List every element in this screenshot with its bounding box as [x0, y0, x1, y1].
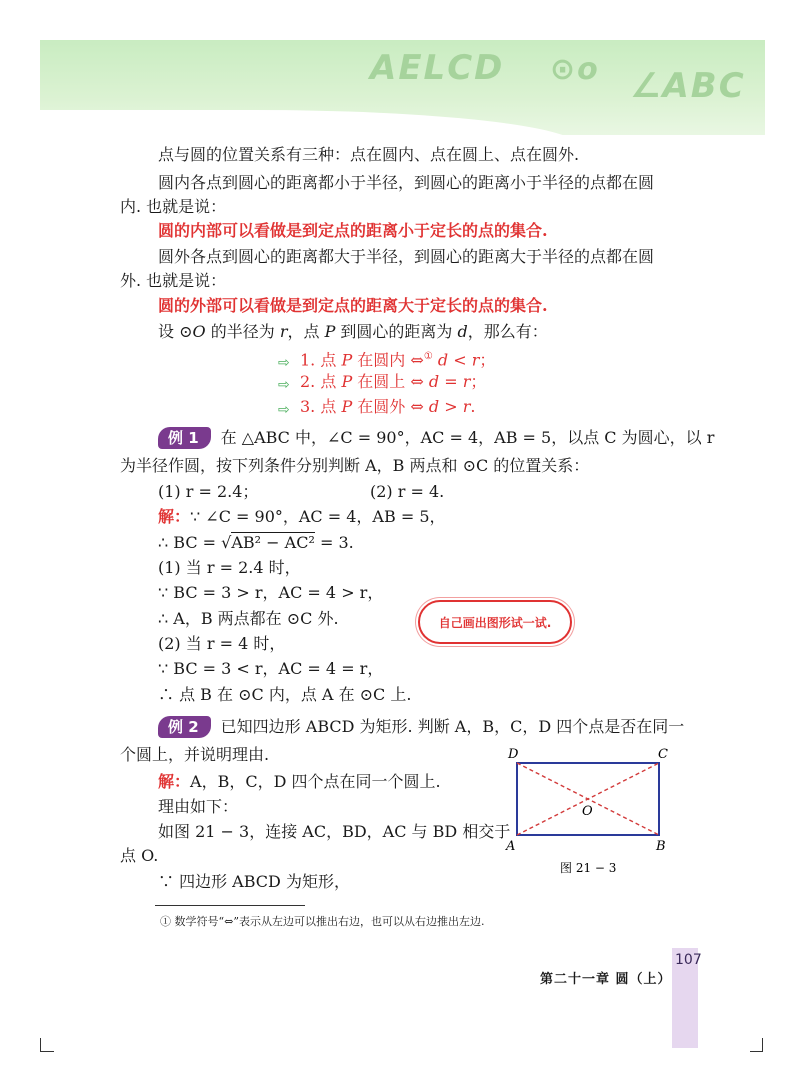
var: P [341, 350, 353, 370]
var: r [462, 372, 471, 391]
solution-line: 点 O. [120, 846, 159, 865]
vertex-label-b: B [656, 839, 666, 854]
case-text: 在圆上 ⇔ [352, 372, 424, 391]
case-text: = [439, 372, 463, 391]
definition-outside: 圆的外部可以看做是到定点的距离大于定长的点的集合. [158, 296, 548, 315]
var: P [324, 322, 336, 341]
var: r [471, 350, 480, 370]
header-watermark: ⊙o [550, 52, 600, 87]
solution-line: ∴ 点 B 在 ⊙C 内，点 A 在 ⊙C 上. [158, 685, 412, 704]
cloud-text: 自己画出图形试一试. [438, 615, 552, 630]
try-it-cloud [418, 600, 572, 644]
text: 在 △ABC 中，∠C = 90°，AC = 4，AB = 5，以点 C 为圆心，以 r [220, 428, 715, 447]
header-band [40, 40, 765, 135]
example2-statement: 个圆上，并说明理由. [120, 745, 270, 764]
case-text: ； [479, 350, 496, 370]
double-arrow-icon: ⇨ [278, 355, 290, 372]
case-text: . [470, 397, 476, 416]
solution-line: ∵ 四边形 ABCD 为矩形， [158, 872, 350, 891]
question: (1) r = 2.4； [158, 482, 259, 501]
crop-mark [762, 1038, 763, 1052]
var: r [462, 397, 471, 416]
footnote-rule [155, 905, 305, 906]
text: ∵ ∠C = 90°，AC = 4，AB = 5， [190, 507, 446, 526]
var: P [341, 397, 353, 416]
figure-caption: 图 21 − 3 [560, 861, 617, 875]
paragraph: 内. 也就是说： [120, 197, 227, 216]
question: (2) r = 4. [370, 482, 445, 501]
var: P [341, 372, 353, 391]
footnote-ref: ① [423, 351, 433, 362]
solution-line [158, 772, 441, 792]
example1-statement [158, 427, 714, 449]
example-badge: 例 2 [158, 716, 211, 738]
case-text: ； [470, 372, 487, 391]
crop-mark [40, 1038, 41, 1052]
text: ，点 [287, 322, 325, 341]
solution-line [158, 507, 446, 527]
setup-sentence [158, 322, 548, 342]
crop-mark [750, 1051, 763, 1052]
solution-line: ∵ BC = 3 < r，AC = 4 = r， [158, 659, 384, 678]
var: O [192, 322, 206, 341]
case-item [278, 397, 475, 417]
text: 到圆心的距离为 [335, 322, 458, 341]
header-watermark: AELCD [370, 48, 505, 88]
solution-line: ∴ A，B 两点都在 ⊙C 外. [158, 609, 339, 628]
var: d [423, 372, 440, 391]
case-text: 1. 点 [300, 350, 342, 370]
example1-statement: 为半径作圆，按下列条件分别判断 A，B 两点和 ⊙C 的位置关系： [120, 456, 590, 475]
vertex-label-c: C [658, 747, 668, 762]
vertex-label-d: D [508, 747, 519, 762]
text: 的半径为 [205, 322, 280, 341]
case-text: < [448, 350, 472, 370]
paragraph: 圆外各点到圆心的距离都大于半径，到圆心的距离大于半径的点都在圆 [158, 247, 655, 266]
solution-line: 理由如下： [158, 797, 239, 816]
text: A，B，C，D 四个点在同一个圆上. [190, 772, 441, 791]
double-arrow-icon: ⇨ [278, 402, 290, 418]
paragraph: 圆内各点到圆心的距离都小于半径，到圆心的距离小于半径的点都在圆 [158, 173, 655, 192]
case-text: 2. 点 [300, 372, 342, 391]
solution-line: (2) 当 r = 4 时， [158, 634, 286, 653]
var: d [423, 397, 440, 416]
text: 设 ⊙ [158, 322, 193, 341]
text: = 3. [314, 533, 354, 552]
text: ∴ BC = √ [158, 533, 232, 552]
center-label-o: O [582, 804, 593, 819]
case-text: > [439, 397, 463, 416]
text: ，那么有： [467, 322, 548, 341]
case-text: 在圆内 ⇔ [352, 350, 424, 370]
footnote: ① 数学符号“⇔”表示从左边可以推出右边，也可以从右边推出左边. [160, 915, 485, 928]
case-text: 3. 点 [300, 397, 342, 416]
case-text: 在圆外 ⇔ [352, 397, 424, 416]
vertex-label-a: A [506, 839, 516, 854]
case-item [278, 372, 486, 392]
paragraph: 点与圆的位置关系有三种：点在圆内、点在圆上、点在圆外. [158, 145, 580, 164]
example-badge: 例 1 [158, 427, 211, 449]
paragraph: 外. 也就是说： [120, 271, 227, 290]
solution-line [158, 533, 354, 553]
solution-line: (1) 当 r = 2.4 时， [158, 558, 301, 577]
double-arrow-icon: ⇨ [278, 377, 290, 393]
solution-label: 解： [158, 507, 191, 526]
chapter-title: 第二十一章 圆（上） [540, 972, 672, 987]
definition-inside: 圆的内部可以看做是到定点的距离小于定长的点的集合. [158, 221, 548, 240]
radicand: AB² − AC² [231, 533, 315, 552]
solution-line: 如图 21 − 3，连接 AC，BD，AC 与 BD 相交于 [158, 822, 511, 841]
case-item [278, 347, 495, 370]
header-watermark: ∠ABC [630, 66, 746, 106]
example2-statement [158, 716, 684, 738]
solution-label: 解： [158, 772, 191, 791]
rectangle-figure [500, 740, 680, 880]
crop-mark [40, 1051, 54, 1052]
text: 已知四边形 ABCD 为矩形. 判断 A，B，C，D 四个点是否在同一 [220, 717, 685, 736]
page-number: 107 [675, 952, 702, 968]
solution-line: ∵ BC = 3 > r，AC = 4 > r， [158, 583, 384, 602]
var: d [432, 350, 449, 370]
var: d [457, 322, 468, 341]
var: r [279, 322, 288, 341]
